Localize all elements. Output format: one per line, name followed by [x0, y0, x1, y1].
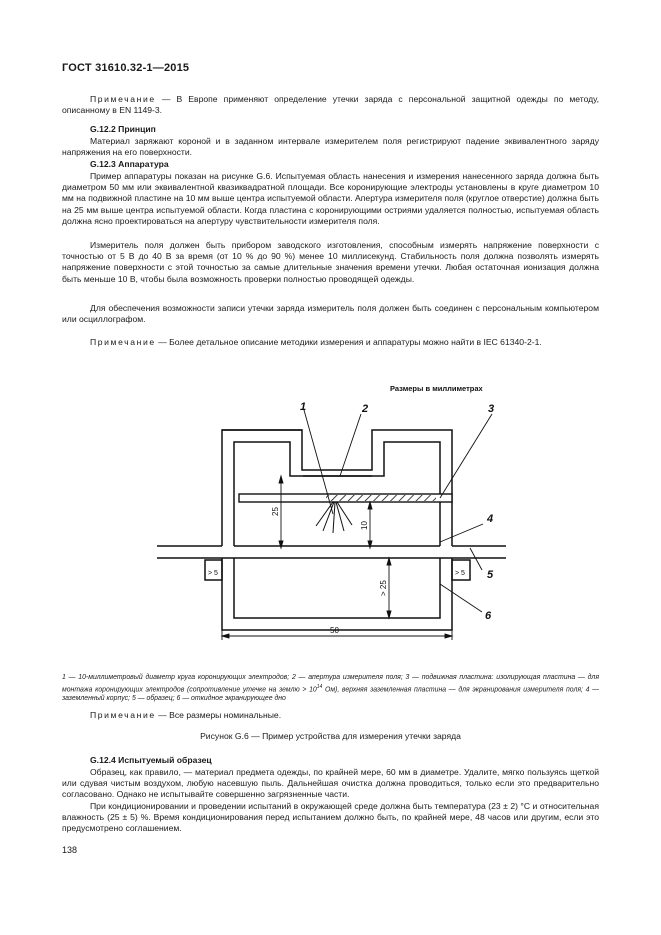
figure-caption: Рисунок G.6 — Пример устройства для измерения утечки заряда — [200, 731, 461, 741]
callout-3: 3 — [488, 403, 495, 415]
note-3-text: — Все размеры номинальные. — [158, 710, 282, 720]
note-label: Примечание — [90, 94, 156, 104]
section-g124-paragraph-2: При кондиционировании и проведении испытаний в окружающей среде должна быть температура (23 ± 2) °С и относительная влажность (25 ± 5) %. Время кондиционирования перед испытанием должно быть, по крайней мере, 48 часов или другим, если это предусмотрено соглашением. — [62, 801, 599, 834]
dim-gt5-left: > 5 — [208, 570, 218, 577]
section-g123-paragraph-1: Пример аппаратуры показан на рисунке G.6. Испытуемая область нанесения и измерения нанесенного заряда должна быть диаметром 50 мм или эквивалентной квазиквадратной площади. Все коронирующие электроды установлены в круге диаметром 10 мм на подвижной пластине на 10 мм выше центра испытуемой области. Апертура измерителя поля (круглое отверстие) должна быть на 25 мм выше центра испытуемой области. Когда пластина с коронирующими остриями удаляется полностью, испытуемая область должна ясно проектироваться на апертуру чувствительности измерителя поля. — [62, 171, 599, 226]
legend-text-a: 1 — 10-миллиметровый диаметр круга коронирующих электродов; 2 — апертура измерителя поля; 3 — подвижная пластина: изолирующая пластина — для монтажа коронирующих электродов (сопротивление утечке на землю > 10 — [62, 674, 599, 693]
dim-25: 25 — [271, 507, 280, 516]
callout-4: 4 — [487, 513, 494, 525]
callout-6: 6 — [485, 610, 492, 622]
grounded-housing-outer — [222, 430, 452, 546]
document-code: ГОСТ 31610.32-1—2015 — [62, 62, 190, 74]
note-label: Примечание — [90, 710, 156, 720]
figure-g6-drawing — [0, 370, 661, 660]
section-g122-heading: G.12.2 Принцип — [90, 124, 156, 134]
units-note-text: Размеры в миллиметрах — [390, 384, 483, 393]
movable-plate-hatch — [326, 495, 436, 501]
shield-bottom-inner — [234, 558, 440, 618]
corona-electrodes — [316, 502, 352, 533]
legend-text-b: Ом), верхняя заземленная пластина — для экранирования измерителя поля; 4 — заземленный корпус; 5 — образец; 6 — откидное экранирующее дно — [62, 685, 599, 703]
note-1 — [62, 94, 599, 116]
section-g124-heading: G.12.4 Испытуемый образец — [90, 755, 212, 765]
note-2 — [62, 337, 599, 348]
callout-2: 2 — [362, 403, 369, 415]
section-g123-paragraph-3: Для обеспечения возможности записи утечки заряда измеритель поля должен быть соединен с персональным компьютером или осциллографом. — [62, 303, 599, 325]
section-g123-paragraph-2: Измеритель поля должен быть прибором заводского изготовления, способным измерять напряжение поверхности с точностью от 5 В до 40 В за время (от 10 % до 90 %) менее 10 миллисекунд. Стабильность поля должна позволять измерять напряжение поверхности с этой точностью за самые длительные значения времени утечки. Любая остаточная ионизация должна быть меньше 10 В, чтобы была возможность проверки полностью проводящей одежды. — [62, 240, 599, 284]
section-g122-paragraph: Материал заряжают короной и в заданном интервале измерителем поля регистрируют падение эквивалентного заряду напряжения на его поверхности. — [62, 136, 599, 158]
page-number: 138 — [62, 845, 78, 855]
note-label: Примечание — [90, 337, 156, 347]
callout-5: 5 — [487, 569, 494, 581]
note-3 — [62, 710, 599, 721]
dim-50: 50 — [330, 626, 339, 635]
legend-exponent: 14 — [316, 683, 323, 690]
dim-gt25: > 25 — [379, 580, 388, 596]
note-2-text: — Более детальное описание методики измерения и аппаратуры можно найти в IEC 61340-2-1. — [158, 337, 542, 347]
section-g124-paragraph-1: Образец, как правило, — материал предмета одежды, по крайней мере, 60 мм в диаметре. Удалите, мягко пользуясь щеткой или сдувая чистым воздухом, любую насевшую пыль. Дальнейшая очистка должна проводиться, только если это предварительно согласовано. Однако не испытывайте совершенно загрязненные части. — [62, 767, 599, 800]
figure-legend — [62, 673, 599, 704]
section-g123-heading: G.12.3 Аппаратура — [90, 159, 169, 169]
callout-1: 1 — [300, 401, 307, 413]
dim-gt5-right: > 5 — [455, 570, 465, 577]
callout-leaders — [304, 410, 492, 612]
shield-bottom-outer — [222, 558, 452, 630]
note-1-text: — В Европе применяют определение утечки заряда с персональной защитной одежды по методу, описанному в EN 1149-3. — [62, 94, 599, 116]
dim-10: 10 — [360, 521, 369, 530]
